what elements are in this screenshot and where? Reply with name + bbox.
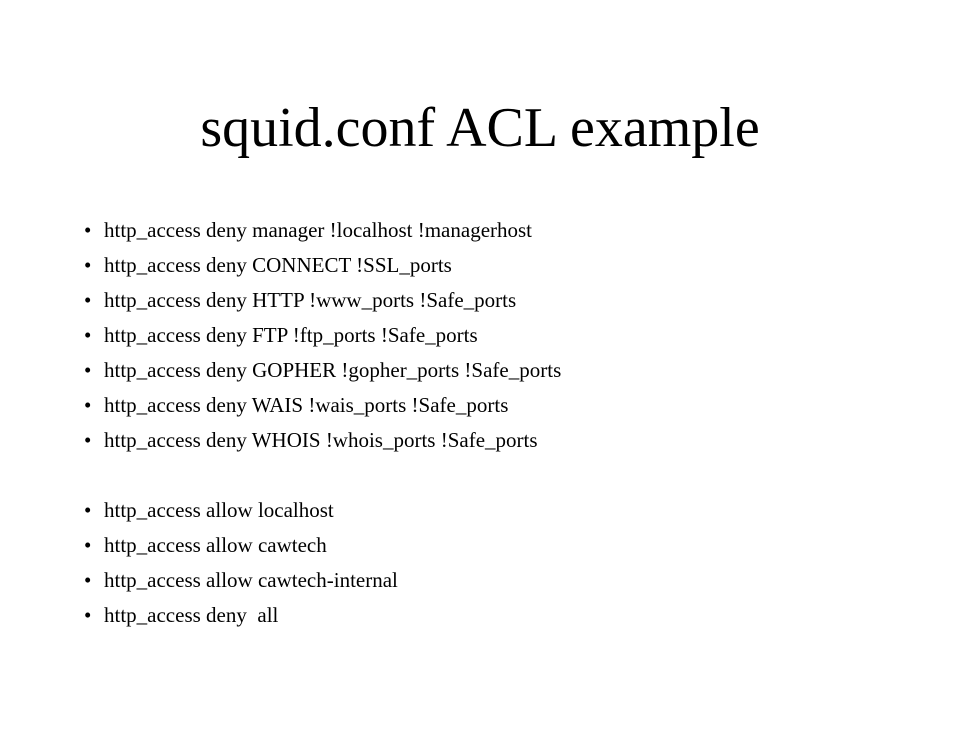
bullet-icon: • xyxy=(84,533,92,557)
slide-title: squid.conf ACL example xyxy=(200,97,760,159)
bullet-text: http_access deny all xyxy=(104,603,279,627)
list-item xyxy=(84,248,452,283)
bullet-text: http_access deny WAIS !wais_ports !Safe_ports xyxy=(104,393,509,417)
list-item xyxy=(84,528,327,563)
list-item xyxy=(84,493,334,528)
bullet-icon: • xyxy=(84,498,92,522)
list-item xyxy=(84,563,398,598)
list-item xyxy=(84,213,533,248)
bullet-list xyxy=(84,213,562,633)
list-item xyxy=(84,423,538,458)
bullet-text: http_access deny FTP !ftp_ports !Safe_ports xyxy=(104,323,478,347)
bullet-text: http_access allow cawtech xyxy=(104,533,327,557)
bullet-text: http_access deny GOPHER !gopher_ports !Safe_ports xyxy=(104,358,562,382)
bullet-icon: • xyxy=(84,358,92,382)
list-spacer xyxy=(84,458,116,493)
bullet-icon: • xyxy=(84,253,92,277)
list-item xyxy=(84,283,517,318)
bullet-text: http_access deny WHOIS !whois_ports !Safe_ports xyxy=(104,428,538,452)
bullet-text: http_access allow localhost xyxy=(104,498,334,522)
list-item xyxy=(84,598,279,633)
bullet-text: http_access allow cawtech-internal xyxy=(104,568,398,592)
bullet-icon: • xyxy=(84,393,92,417)
list-item xyxy=(84,388,509,423)
bullet-text: http_access deny HTTP !www_ports !Safe_ports xyxy=(104,288,517,312)
bullet-text: http_access deny CONNECT !SSL_ports xyxy=(104,253,452,277)
bullet-icon: • xyxy=(84,323,92,347)
list-item xyxy=(84,353,562,388)
list-item xyxy=(84,318,478,353)
bullet-icon: • xyxy=(84,603,92,627)
bullet-icon: • xyxy=(84,568,92,592)
bullet-text: http_access deny manager !localhost !managerhost xyxy=(104,218,533,242)
bullet-icon: • xyxy=(84,288,92,312)
bullet-icon: • xyxy=(84,428,92,452)
bullet-icon: • xyxy=(84,218,92,242)
